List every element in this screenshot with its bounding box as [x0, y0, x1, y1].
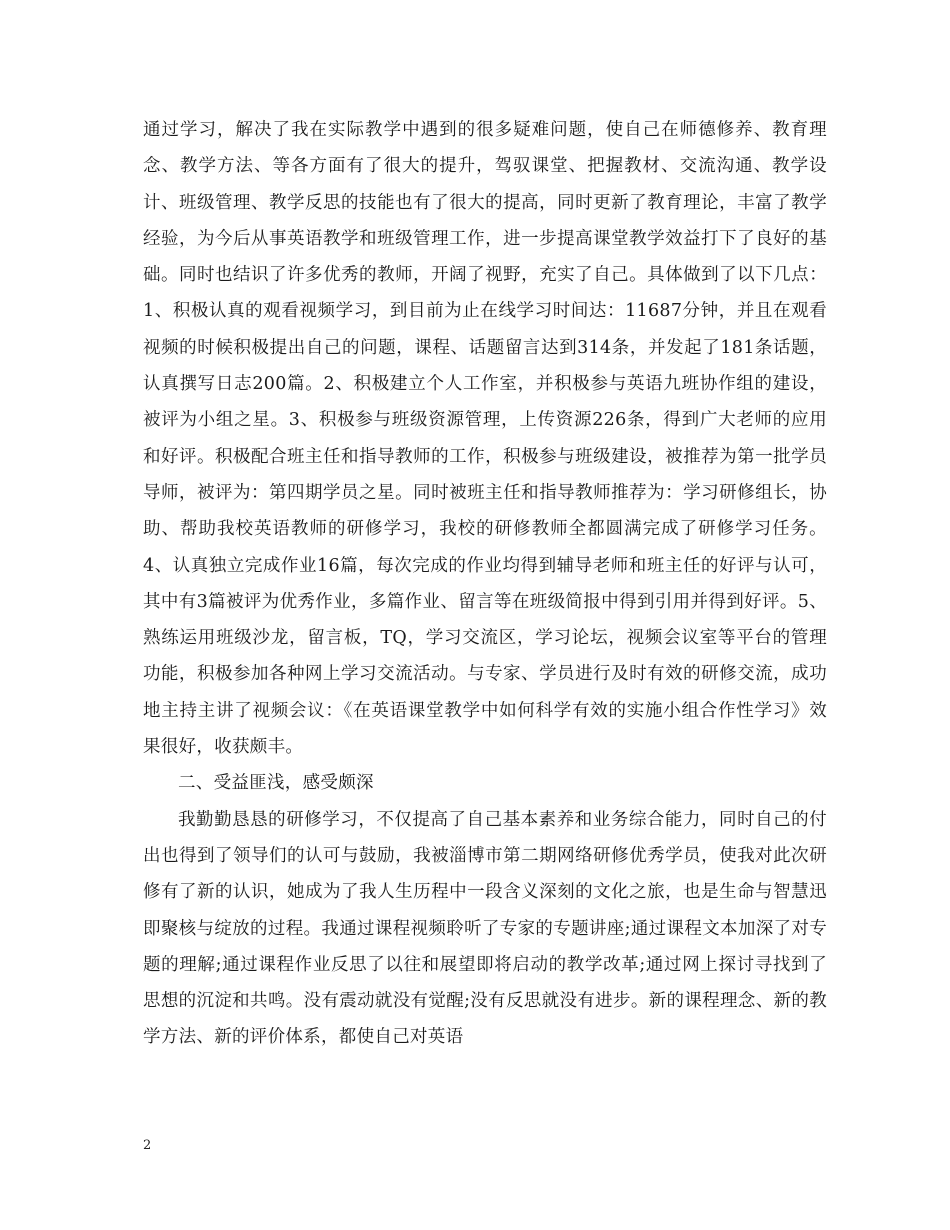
section-heading-benefits: 二、受益匪浅，感受颇深: [178, 773, 374, 794]
page-number: 2: [143, 1138, 152, 1153]
paragraph-reflection: 我勤勤恳恳的研修学习，不仅提高了自己基本素养和业务综合能力，同时自己的付出也得到了领导们的认可与鼓励，我被淄博市第二期网络研修优秀学员，使我对此次研修有了新的认识，她成为了我人生历程中一段含义深刻的文化之旅，也是生命与智慧迅即聚核与绽放的过程。我通过课程视频聆听了专家的专题讲座;通过课程文本加深了对专题的理解;通过课程作业反思了以往和展望即将启动的教学改革;通过网上探讨寻找到了思想的沉淀和共鸣。没有震动就没有觉醒;没有反思就没有进步。新的课程理念、新的教学方法、新的评价体系，都使自己对英语: [143, 809, 827, 1048]
body-text: [143, 112, 827, 1056]
paragraph-study-summary: 通过学习，解决了我在实际教学中遇到的很多疑难问题，使自己在师德修养、教育理念、教学方法、等各方面有了很大的提升，驾驭课堂、把握教材、交流沟通、教学设计、班级管理、教学反思的技能也有了很大的提高，同时更新了教育理论，丰富了教学经验，为今后从事英语教学和班级管理工作，进一步提高课堂教学效益打下了良好的基础。同时也结识了许多优秀的教师，开阔了视野，充实了自己。具体做到了以下几点：1、积极认真的观看视频学习，到目前为止在线学习时间达：11687分钟，并且在观看视频的时候积极提出自己的问题，课程、话题留言达到314条，并发起了181条话题，认真撰写日志200篇。2、积极建立个人工作室，并积极参与英语九班协作组的建设，被评为小组之星。3、积极参与班级资源管理，上传资源226条，得到广大老师的应用和好评。积极配合班主任和指导教师的工作，积极参与班级建设，被推荐为第一批学员导师，被评为：第四期学员之星。同时被班主任和指导教师推荐为：学习研修组长，协助、帮助我校英语教师的研修学习，我校的研修教师全都圆满完成了研修学习任务。4、认真独立完成作业16篇，每次完成的作业均得到辅导老师和班主任的好评与认可，其中有3篇被评为优秀作业，多篇作业、留言等在班级简报中得到引用并得到好评。5、熟练运用班级沙龙，留言板，TQ，学习交流区，学习论坛，视频会议室等平台的管理功能，积极参加各种网上学习交流活动。与专家、学员进行及时有效的研修交流，成功地主持主讲了视频会议：《在英语课堂教学中如何科学有效的实施小组合作性学习》效果很好，收获颇丰。: [143, 120, 827, 758]
